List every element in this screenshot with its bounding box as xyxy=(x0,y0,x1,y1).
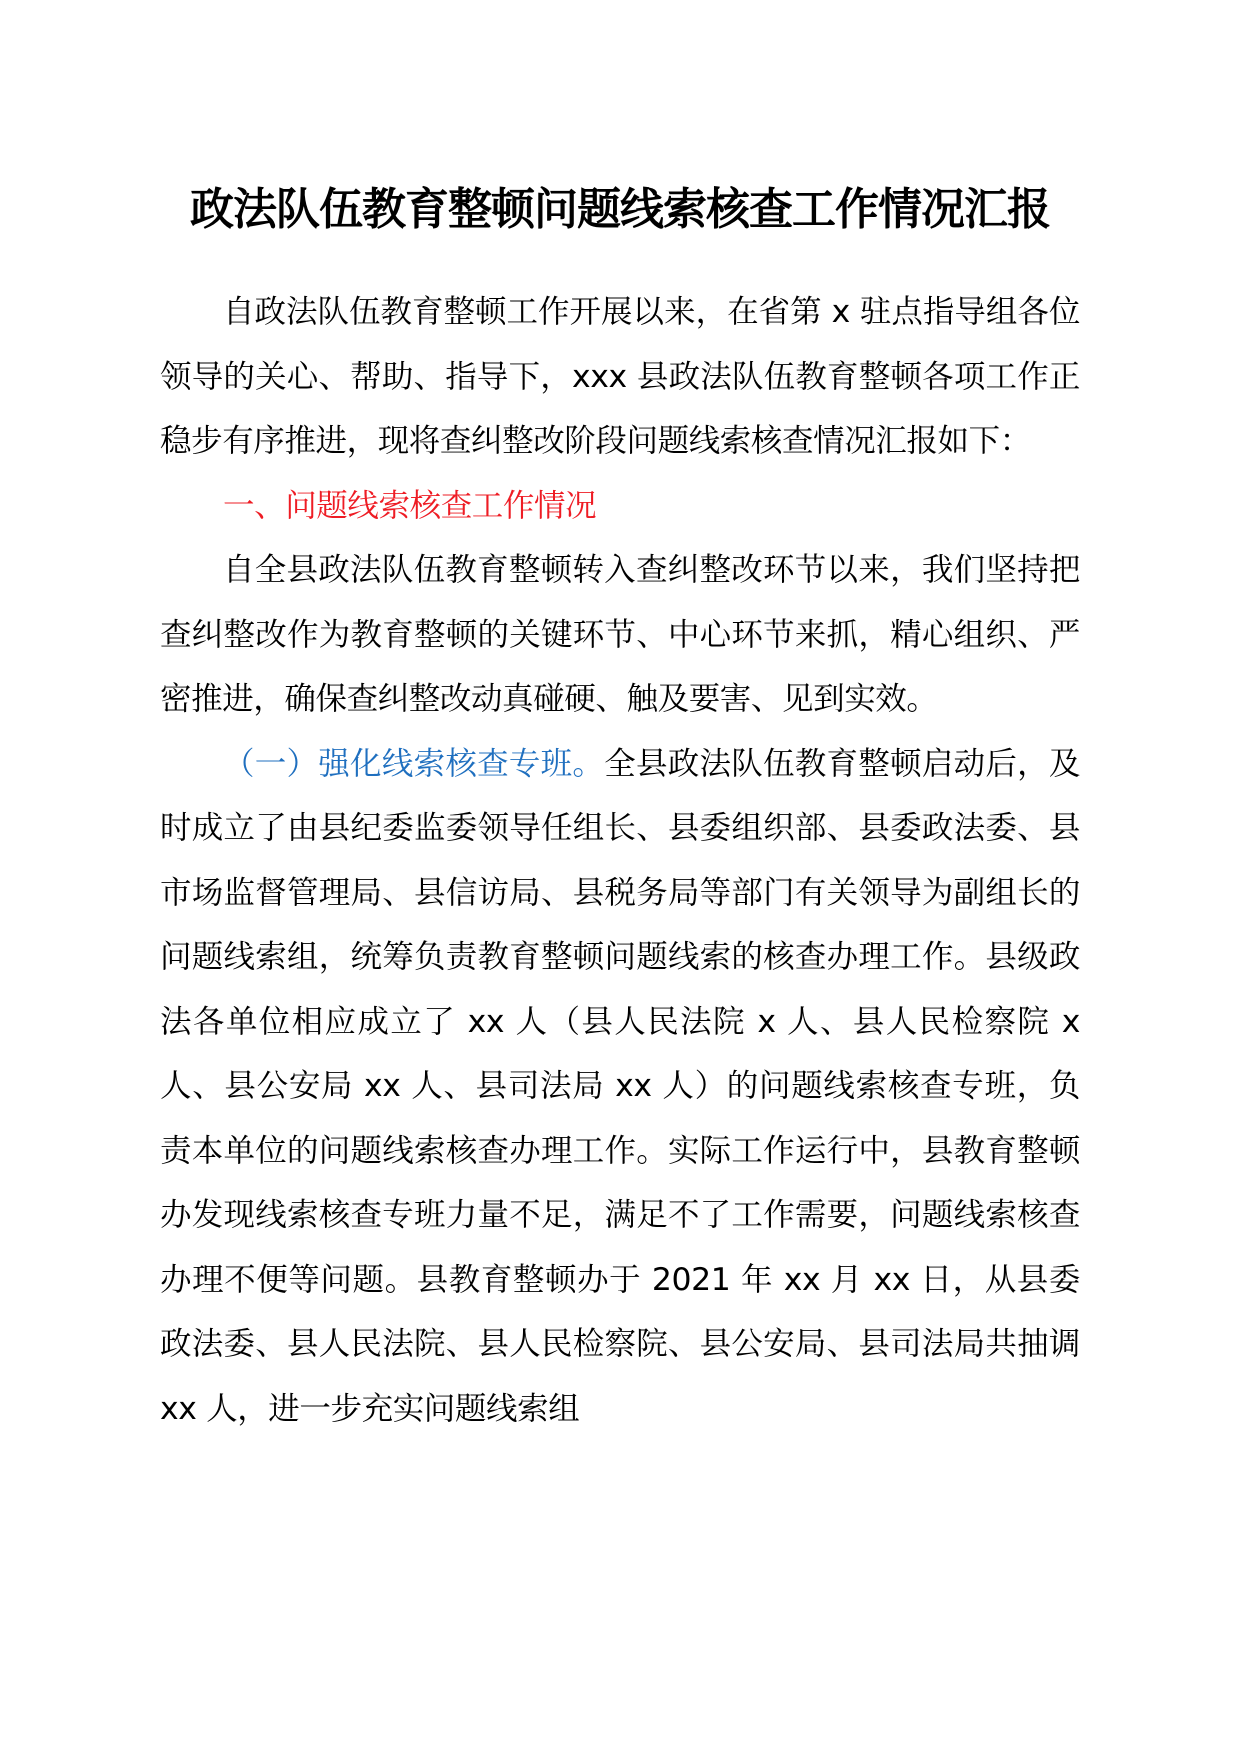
intro-paragraph: 自政法队伍教育整顿工作开展以来，在省第 x 驻点指导组各位领导的关心、帮助、指导下，xxx 县政法队伍教育整顿各项工作正稳步有序推进，现将查纠整改阶段问题线索核查情况汇报如下： xyxy=(160,294,1080,459)
subsection-paragraph xyxy=(160,732,1080,1442)
document-title: 政法队伍教育整顿问题线索核查工作情况汇报 xyxy=(190,184,1050,235)
subsection-heading: （一）强化线索核查专班。 xyxy=(223,745,605,782)
section-heading: 一、问题线索核查工作情况 xyxy=(223,487,597,524)
section-body-paragraph: 自全县政法队伍教育整顿转入查纠整改环节以来，我们坚持把查纠整改作为教育整顿的关键环节、中心环节来抓，精心组织、严密推进，确保查纠整改动真碰硬、触及要害、见到实效。 xyxy=(160,552,1080,717)
subsection-body: 全县政法队伍教育整顿启动后，及时成立了由县纪委监委领导任组长、县委组织部、县委政法委、县市场监督管理局、县信访局、县税务局等部门有关领导为副组长的问题线索组，统筹负责教育整顿问题线索的核查办理工作。县级政法各单位相应成立了 xx 人（县人民法院 x 人、县人民检察院 x 人、县公安局 xx 人、县司法局 xx 人）的问题线索核查专班，负责本单位的问题线索核查办理工作。实际工作运行中，县教育整顿办发现线索核查专班力量不足，满足不了工作需要，问题线索核查办理不便等问题。县教育整顿办于 2021 年 xx 月 xx 日，从县委政法委、县人民法院、县人民检察院、县公安局、县司法局共抽调 xx 人，进一步充实问题线索组 xyxy=(160,745,1080,1427)
